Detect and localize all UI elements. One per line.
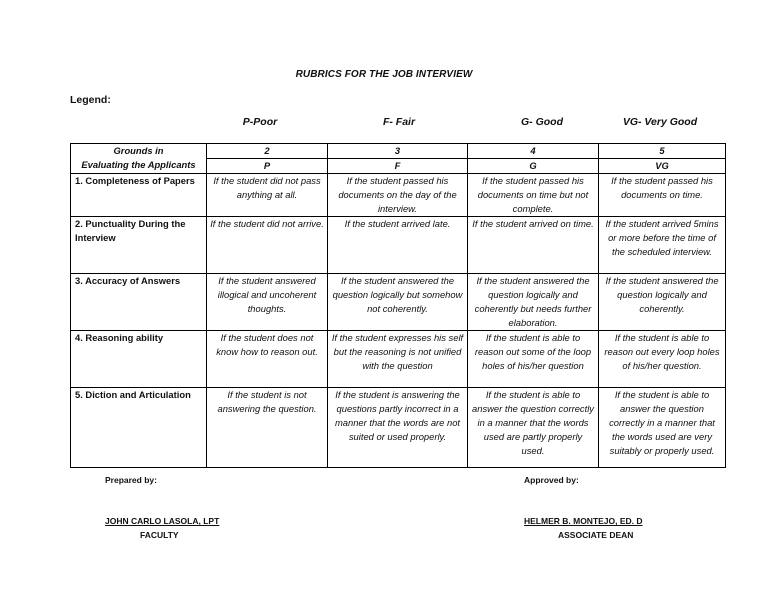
rubric-cell: If the student arrived 5mins or more before the time of the scheduled interview. [599, 217, 726, 274]
rubric-cell: If the student passed his documents on time. [599, 174, 726, 217]
prepared-by-label: Prepared by: [105, 475, 157, 485]
code-header-very-good: VG [599, 159, 726, 174]
rubric-cell: If the student answered the question logically and coherently but needs further elaboration. [468, 274, 599, 331]
rubric-table [70, 143, 726, 468]
approved-by-label: Approved by: [524, 475, 579, 485]
code-header-good: G [468, 159, 599, 174]
document-title: RUBRICS FOR THE JOB INTERVIEW [295, 69, 473, 80]
score-header-poor: 2 [207, 144, 328, 159]
legend-very-good: VG- Very Good [622, 116, 698, 128]
approver-title: ASSOCIATE DEAN [558, 530, 634, 540]
rubric-cell: If the student arrived on time. [468, 217, 599, 274]
rubric-cell: If the student expresses his self but the reasoning is not unified with the question [328, 331, 468, 388]
rubric-cell: If the student passed his documents on time but not complete. [468, 174, 599, 217]
criterion-cell: 2. Punctuality During the Interview [71, 217, 207, 274]
legend-fair: F- Fair [382, 116, 416, 128]
code-header-fair: F [328, 159, 468, 174]
table-row [71, 274, 726, 331]
table-row [71, 217, 726, 274]
criteria-header [71, 144, 207, 174]
rubric-cell: If the student did not pass anything at all. [207, 174, 328, 217]
rubric-cell: If the student did not arrive. [207, 217, 328, 274]
approver-name: HELMER B. MONTEJO, ED. D [524, 516, 643, 526]
rubric-cell: If the student answered the question logically and coherently. [599, 274, 726, 331]
code-header-poor: P [207, 159, 328, 174]
rubric-cell: If the student is able to reason out some of the loop holes of his/her question [468, 331, 599, 388]
legend-label: Legend: [70, 94, 111, 106]
rubric-cell: If the student arrived late. [328, 217, 468, 274]
score-header-very-good: 5 [599, 144, 726, 159]
criterion-cell: 5. Diction and Articulation [71, 388, 207, 468]
table-row [71, 331, 726, 388]
rubric-cell: If the student is answering the questions partly incorrect in a manner that the words are not suited or used properly. [328, 388, 468, 468]
rubric-cell: If the student is able to reason out every loop holes of his/her question. [599, 331, 726, 388]
rubric-cell: If the student passed his documents on the day of the interview. [328, 174, 468, 217]
criterion-cell: 3. Accuracy of Answers [71, 274, 207, 331]
rubric-cell: If the student is able to answer the question correctly in a manner that the words used are partly properly used. [468, 388, 599, 468]
score-header-good: 4 [468, 144, 599, 159]
criteria-header-line1: Grounds in [113, 145, 164, 156]
rubric-cell: If the student does not know how to reason out. [207, 331, 328, 388]
table-header-row-scores [71, 144, 726, 159]
table-row [71, 174, 726, 217]
rubric-cell: If the student is not answering the question. [207, 388, 328, 468]
rubric-cell: If the student is able to answer the question correctly in a manner that the words used are very suitably or properly used. [599, 388, 726, 468]
criteria-header-line2: Evaluating the Applicants [81, 159, 196, 170]
preparer-name: JOHN CARLO LASOLA, LPT [105, 516, 220, 526]
criterion-cell: 1. Completeness of Papers [71, 174, 207, 217]
rubric-cell: If the student answered the question logically but somehow not coherently. [328, 274, 468, 331]
table-row [71, 388, 726, 468]
rubric-cell: If the student answered illogical and uncoherent thoughts. [207, 274, 328, 331]
score-header-fair: 3 [328, 144, 468, 159]
preparer-title: FACULTY [140, 530, 179, 540]
legend-good: G- Good [521, 116, 563, 128]
legend-poor: P-Poor [242, 116, 278, 128]
criterion-cell: 4. Reasoning ability [71, 331, 207, 388]
